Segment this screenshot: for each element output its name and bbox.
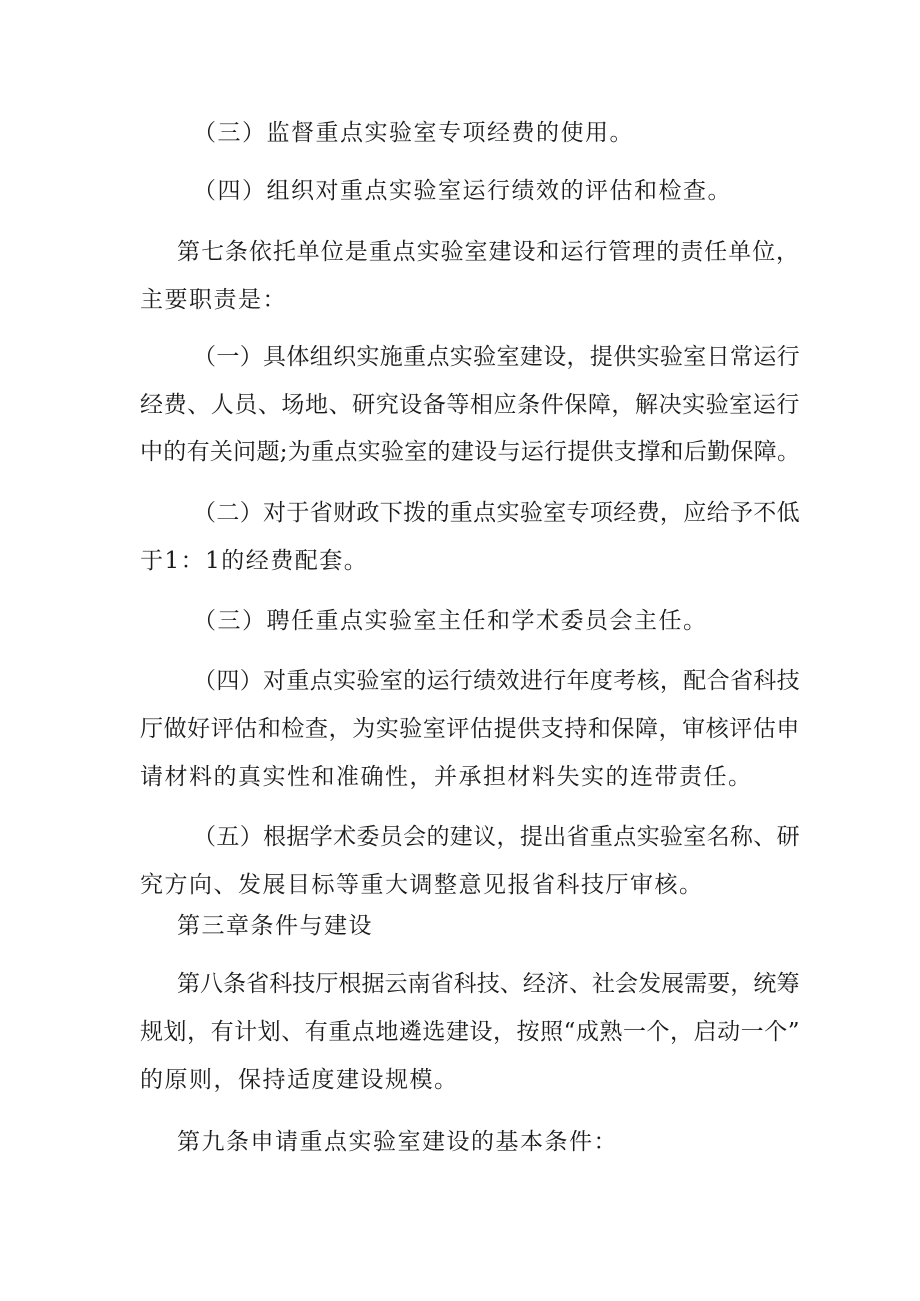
text-line: 的原则，保持适度建设规模。 [140,1067,459,1093]
text-line: 规划，有计划、有重点地遴选建设，按照“成熟一个，启动一个” [140,1019,801,1045]
text-line: 厅做好评估和检查，为实验室评估提供支持和保障，审核评估申 [140,716,800,742]
chapter-heading: 第三章条件与建设 [177,913,373,939]
text-line: 经费、人员、场地、研究设备等相应条件保障，解决实验室运行 [140,392,800,418]
text-line: （一）具体组织实施重点实验室建设，提供实验室日常运行 [193,344,800,370]
text-line: （三）监督重点实验室专项经费的使用。 [193,120,634,146]
text-line: （四）对重点实验室的运行绩效进行年度考核，配合省科技 [193,668,800,694]
text-line: 第九条申请重点实验室建设的基本条件： [177,1129,618,1155]
text-line: 请材料的真实性和准确性，并承担材料失实的连带责任。 [140,764,753,790]
text-line: 中的有关问题;为重点实验室的建设与运行提供支撑和后勤保障。 [140,439,801,465]
text-line: 主要职责是： [140,287,287,313]
text-line: （四）组织对重点实验室运行绩效的评估和检查。 [193,178,732,204]
text-line: 于1：1的经费配套。 [140,548,369,574]
text-line: 第八条省科技厅根据云南省科技、经济、社会发展需要，统筹 [177,971,800,997]
text-line: （五）根据学术委员会的建议，提出省重点实验室名称、研 [193,824,800,850]
text-line: （三）聘任重点实验室主任和学术委员会主任。 [193,608,708,634]
text-line: 究方向、发展目标等重大调整意见报省科技厅审核。 [140,872,704,898]
text-line: 第七条依托单位是重点实验室建设和运行管理的责任单位， [177,239,800,265]
text-line: （二）对于省财政下拨的重点实验室专项经费，应给予不低 [193,500,800,526]
